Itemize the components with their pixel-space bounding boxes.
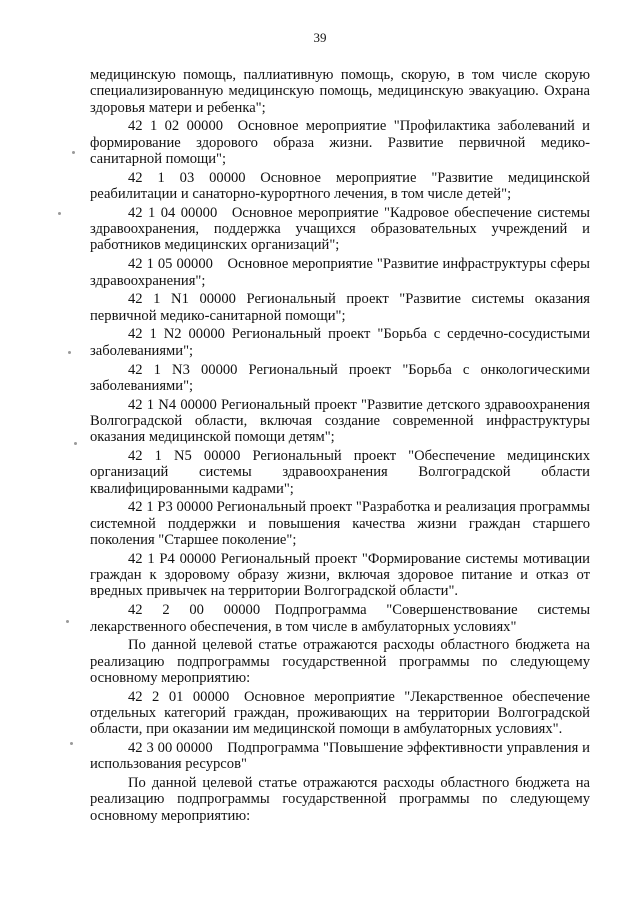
scan-speck [72,151,75,154]
scan-speck [74,442,77,445]
paragraph-42-3-00: 42 3 00 00000 Подпрограмма "Повышение эффективности управления и использования ресурсов" [90,740,590,773]
paragraph-42-1-03: 42 1 03 00000 Основное мероприятие "Развитие медицинской реабилитации и санаторно-курортного лечения, в том числе детей"; [90,169,590,203]
paragraph-expenses-note-1: По данной целевой статье отражаются расходы областного бюджета на реализацию подпрограммы государственной программы по следующему основному мероприятию: [90,637,590,686]
paragraph-42-1-n2: 42 1 N2 00000 Региональный проект "Борьба с сердечно-сосудистыми заболеваниями"; [90,326,590,359]
document-body [90,67,590,827]
paragraph-42-1-p3: 42 1 P3 00000 Региональный проект "Разработка и реализация программы системной поддержки и повышения качества жизни граждан старшего поколения "Старшее поколение"; [90,499,590,549]
paragraph-42-2-01: 42 2 01 00000 Основное мероприятие "Лекарственное обеспечение отдельных категорий граждан, проживающих на территории Волгоградской области, при оказании им медицинской помощи в амбулаторных условиях". [90,688,590,738]
paragraph-42-1-n1: 42 1 N1 00000 Региональный проект "Развитие системы оказания первичной медико-санитарной помощи"; [90,291,590,324]
paragraph-continuation: медицинскую помощь, паллиативную помощь, скорую, в том числе скорую специализированную медицинскую помощь, медицинскую эвакуацию. Охрана здоровья матери и ребенка"; [90,67,590,116]
paragraph-42-1-02: 42 1 02 00000 Основное мероприятие "Профилактика заболеваний и формирование здорового образа жизни. Развитие первичной медико-санитарной помощи"; [90,118,590,167]
paragraph-42-1-05: 42 1 05 00000 Основное мероприятие "Развитие инфраструктуры сферы здравоохранения"; [90,256,590,289]
paragraph-42-1-p4: 42 1 P4 00000 Региональный проект "Формирование системы мотивации граждан к здоровому образу жизни, включая здоровое питание и отказ от вредных привычек на территории Волгоградской области". [90,550,590,600]
paragraph-42-2-00: 42 2 00 00000 Подпрограмма "Совершенствование системы лекарственного обеспечения, в том числе в амбулаторных условиях" [90,602,590,635]
scan-speck [66,620,69,623]
paragraph-expenses-note-2: По данной целевой статье отражаются расходы областного бюджета на реализацию подпрограммы государственной программы по следующему основному мероприятию: [90,775,590,824]
paragraph-42-1-04: 42 1 04 00000 Основное мероприятие "Кадровое обеспечение системы здравоохранения, поддержка учащихся образовательных учреждений и работников медицинских организаций"; [90,204,590,254]
scan-speck [58,212,61,215]
scan-speck [68,351,71,354]
paragraph-42-1-n4: 42 1 N4 00000 Региональный проект "Развитие детского здравоохранения Волгоградской области, включая создание современной инфраструктуры оказания медицинской помощи детям"; [90,396,590,446]
scan-speck [70,742,73,745]
paragraph-42-1-n3: 42 1 N3 00000 Региональный проект "Борьба с онкологическими заболеваниями"; [90,361,590,394]
paragraph-42-1-n5: 42 1 N5 00000 Региональный проект "Обеспечение медицинских организаций системы здравоохранения Волгоградской области квалифицированными кадрами"; [90,448,590,497]
page-number: 39 [313,30,327,45]
